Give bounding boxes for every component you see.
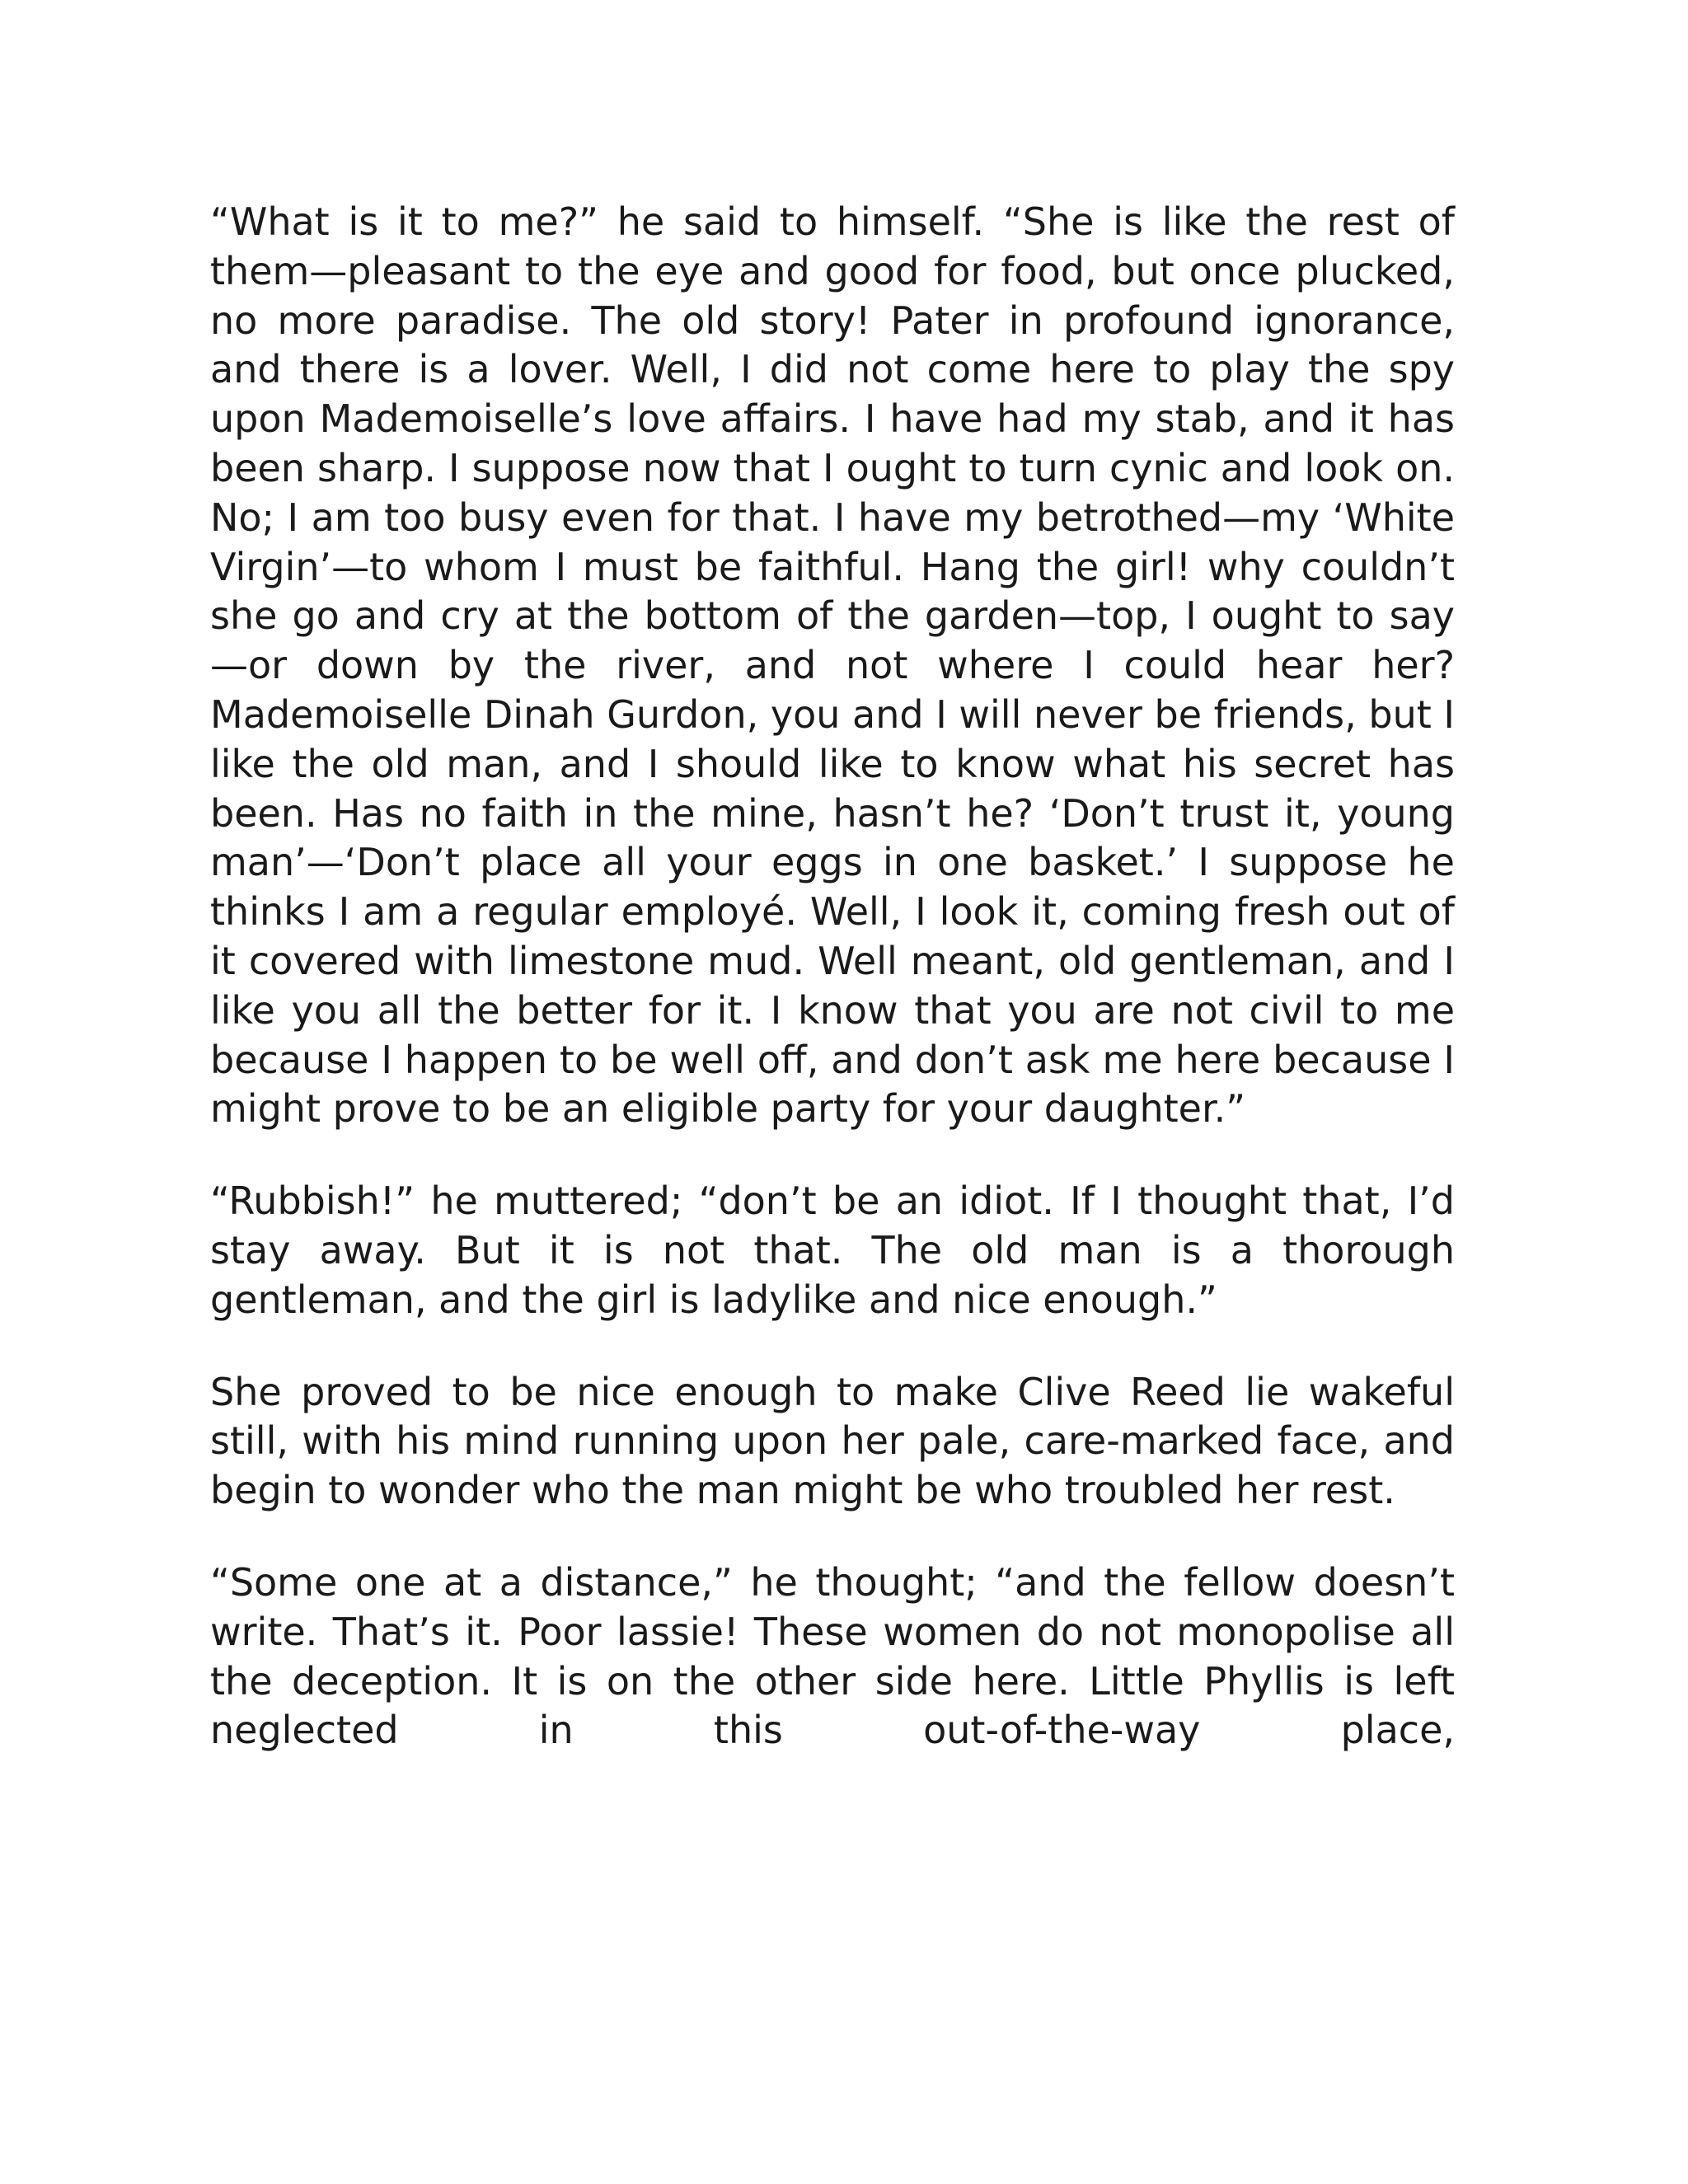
paragraph: “What is it to me?” he said to himself. “She is like the rest of them—pleasant to the eye and good for food, but once plucked, no more paradise. The old story! Pater in profound ignorance, and there is a lover. Well, I did not come here to play the spy upon Mademoiselle’s love affairs. I have had my stab, and it has been sharp. I suppose now that I ought to turn cynic and look on. No; I am too busy even for that. I have my betrothed—my ‘White Virgin’—to whom I must be faithful. Hang the girl! why couldn’t she go and cry at the bottom of the garden—top, I ought to say—or down by the river, and not where I could hear her? Mademoiselle Dinah Gurdon, you and I will never be friends, but I like the old man, and I should like to know what his secret has been. Has no faith in the mine, hasn’t he? ‘Don’t trust it, young man’—‘Don’t place all your eggs in one basket.’ I suppose he thinks I am a regular employé. Well, I look it, coming fresh out of it covered with limestone mud. Well meant, old gentleman, and I like you all the better for it. I know that you are not civil to me because I happen to be well off, and don’t ask me here because I might prove to be an eligible party for your daughter.” [210, 199, 1455, 1132]
paragraph: “Rubbish!” he muttered; “don’t be an idiot. If I thought that, I’d stay away. But it is not that. The old man is a thorough gentleman, and the girl is ladylike and nice enough.” [210, 1179, 1455, 1322]
page-body [210, 198, 1455, 1755]
paragraph: She proved to be nice enough to make Clive Reed lie wakeful still, with his mind running upon her pale, care-marked face, and begin to wonder who the man might be who troubled her rest. [210, 1369, 1455, 1513]
paragraph: “Some one at a distance,” he thought; “and the fellow doesn’t write. That’s it. Poor lassie! These women do not monopolise all the deception. It is on the other side here. Little Phyllis is left neglected in this out-of-the-way place, [210, 1559, 1455, 1753]
